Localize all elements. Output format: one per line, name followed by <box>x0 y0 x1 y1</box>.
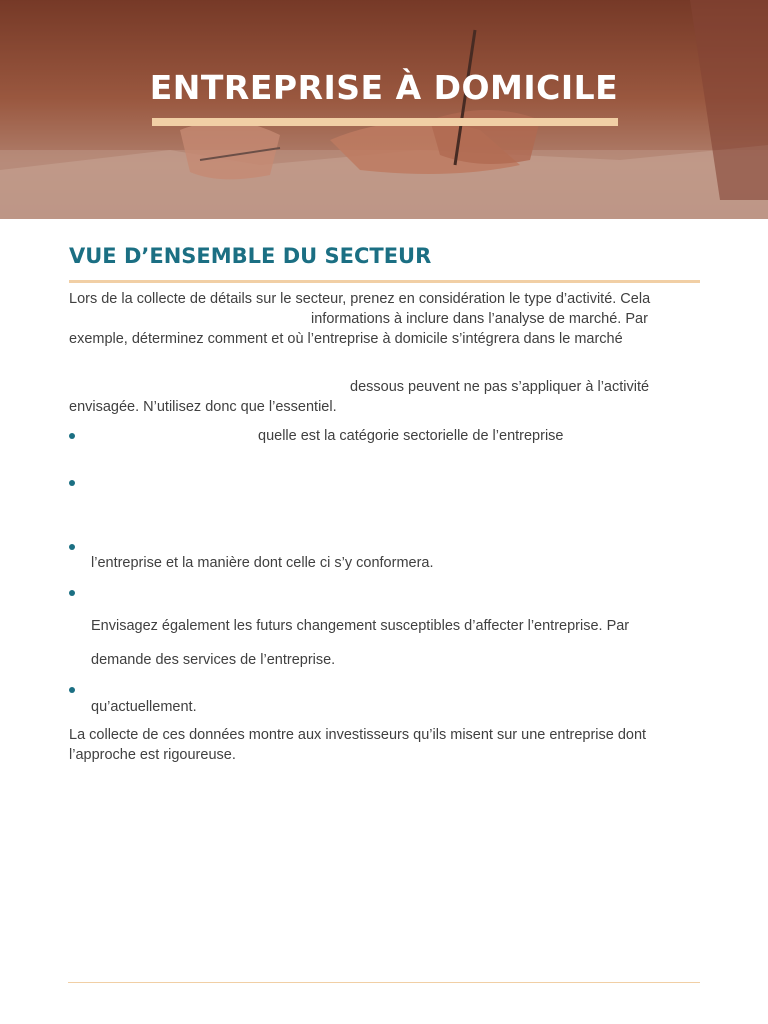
bullet-dot-3 <box>69 544 75 550</box>
header-banner <box>0 0 768 219</box>
bullet-dot-2 <box>69 480 75 486</box>
bullet-dot-1 <box>69 433 75 439</box>
page-title: ENTREPRISE À DOMICILE <box>149 68 619 107</box>
closing-line-2: l’approche est rigoureuse. <box>69 747 236 763</box>
section-heading: VUE D’ENSEMBLE DU SECTEUR <box>69 244 432 268</box>
intro-line-5: envisagée. N’utilisez donc que l’essentiel. <box>69 399 337 415</box>
closing-line-1: La collecte de ces données montre aux investisseurs qu’ils misent sur une entreprise dont <box>69 727 647 743</box>
intro-line-1: Lors de la collecte de détails sur le secteur, prenez en considération le type d’activité. Cela <box>69 291 651 307</box>
bullet-5-text: qu’actuellement. <box>91 699 197 715</box>
bullet-dot-5 <box>69 687 75 693</box>
bullet-3-text: l’entreprise et la manière dont celle ci s’y conformera. <box>91 555 434 571</box>
bullet-dot-4 <box>69 590 75 596</box>
title-underline <box>152 118 618 126</box>
bullet-1-text: quelle est la catégorie sectorielle de l’entreprise <box>258 428 564 444</box>
heading-divider <box>69 280 700 283</box>
intro-line-3: exemple, déterminez comment et où l’entreprise à domicile s’intégrera dans le marché <box>69 331 623 347</box>
intro-line-4: dessous peuvent ne pas s’appliquer à l’activité <box>350 379 650 395</box>
intro-line-2: informations à inclure dans l’analyse de marché. Par <box>311 311 648 327</box>
bullet-4-line-1: Envisagez également les futurs changement susceptibles d’affecter l’entreprise. Par <box>91 618 630 634</box>
footer-divider <box>68 982 700 983</box>
bullet-4-line-2: demande des services de l’entreprise. <box>91 652 336 668</box>
banner-photo <box>0 0 768 219</box>
